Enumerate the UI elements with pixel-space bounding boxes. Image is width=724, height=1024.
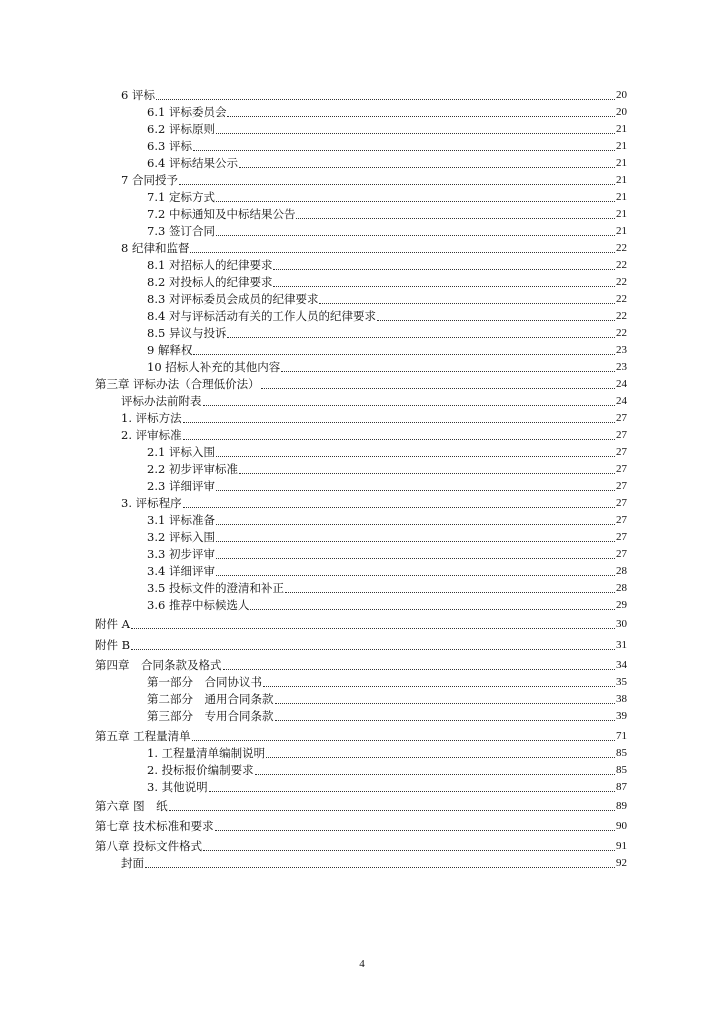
- toc-entry-page: 23: [616, 361, 627, 373]
- toc-leader-dots: [183, 421, 615, 423]
- toc-entry[interactable]: [147, 274, 627, 291]
- toc-leader-dots: [223, 668, 616, 670]
- toc-entry-title: 9 解释权: [147, 343, 193, 357]
- toc-entry-title: 7.1 定标方式: [147, 190, 215, 204]
- toc-entry-title: 8.1 对招标人的纪律要求: [147, 258, 273, 272]
- toc-leader-dots: [183, 506, 615, 508]
- toc-leader-dots: [239, 472, 615, 474]
- toc-entry-page: 21: [616, 174, 627, 186]
- toc-leader-dots: [281, 370, 615, 372]
- toc-entry-title: 封面: [121, 856, 144, 870]
- toc-entry-title: 7.2 中标通知及中标结果公告: [147, 207, 296, 221]
- toc-entry-title: 6.2 评标原则: [147, 122, 215, 136]
- toc-chapter-entry[interactable]: [95, 376, 627, 393]
- toc-entry-page: 22: [616, 310, 627, 322]
- toc-entry[interactable]: [147, 138, 627, 155]
- toc-leader-dots: [275, 702, 616, 704]
- toc-entry-title: 3.1 评标准备: [147, 513, 215, 527]
- toc-leader-dots: [275, 719, 616, 721]
- toc-entry-title: 8.5 异议与投诉: [147, 326, 227, 340]
- toc-leader-dots: [296, 217, 615, 219]
- toc-entry[interactable]: [147, 359, 627, 376]
- toc-entry-page: 35: [616, 676, 627, 688]
- toc-entry-page: 39: [616, 710, 627, 722]
- toc-entry-title: 1. 评标方法: [121, 411, 182, 425]
- toc-entry-page: 24: [616, 378, 627, 390]
- toc-leader-dots: [179, 183, 615, 185]
- toc-entry[interactable]: [121, 240, 627, 257]
- toc-entry-page: 90: [616, 820, 627, 832]
- toc-leader-dots: [263, 685, 615, 687]
- toc-leader-dots: [192, 739, 615, 741]
- toc-leader-dots: [216, 234, 615, 236]
- toc-entry[interactable]: [147, 461, 627, 478]
- toc-entry-page: 91: [616, 840, 627, 852]
- toc-entry-page: 30: [616, 618, 627, 630]
- toc-entry-page: 27: [616, 412, 627, 424]
- toc-entry[interactable]: [147, 691, 627, 708]
- toc-entry-page: 22: [616, 293, 627, 305]
- toc-leader-dots: [215, 829, 615, 831]
- toc-leader-dots: [216, 557, 615, 559]
- toc-entry-title: 第六章 图 纸: [95, 799, 168, 813]
- toc-entry-page: 27: [616, 497, 627, 509]
- toc-entry-page: 21: [616, 191, 627, 203]
- toc-chapter-entry[interactable]: [95, 838, 627, 855]
- toc-entry-title: 8.4 对与评标活动有关的工作人员的纪律要求: [147, 309, 376, 323]
- toc-entry-page: 29: [616, 599, 627, 611]
- toc-chapter-entry[interactable]: [95, 616, 627, 633]
- toc-entry[interactable]: [121, 855, 627, 872]
- toc-leader-dots: [319, 302, 615, 304]
- toc-chapter-entry[interactable]: [95, 818, 627, 835]
- toc-entry-title: 评标办法前附表: [121, 394, 202, 408]
- toc-leader-dots: [250, 608, 615, 610]
- toc-entry-title: 2.1 评标入围: [147, 445, 215, 459]
- toc-entry[interactable]: [121, 87, 627, 104]
- toc-entry-title: 7 合同授予: [121, 173, 178, 187]
- toc-entry-page: 21: [616, 225, 627, 237]
- toc-entry[interactable]: [147, 779, 627, 796]
- toc-entry-title: 2. 评审标准: [121, 428, 182, 442]
- toc-entry-page: 21: [616, 123, 627, 135]
- toc-entry-title: 附件 B: [95, 638, 131, 652]
- toc-entry-page: 24: [616, 395, 627, 407]
- toc-entry-page: 20: [616, 89, 627, 101]
- toc-leader-dots: [145, 866, 615, 868]
- toc-entry[interactable]: [147, 546, 627, 563]
- toc-chapter-entry[interactable]: [95, 657, 627, 674]
- toc-entry-page: 22: [616, 259, 627, 271]
- toc-entry[interactable]: [147, 478, 627, 495]
- toc-entry-title: 6 评标: [121, 88, 155, 102]
- toc-entry-page: 27: [616, 446, 627, 458]
- toc-entry-page: 85: [616, 764, 627, 776]
- toc-entry[interactable]: [147, 155, 627, 172]
- toc-entry-title: 8.2 对投标人的纪律要求: [147, 275, 273, 289]
- toc-leader-dots: [193, 353, 615, 355]
- toc-entry-page: 31: [616, 639, 627, 651]
- page-number: 4: [359, 958, 365, 970]
- toc-leader-dots: [203, 849, 615, 851]
- toc-entry-title: 附件 A: [95, 617, 130, 631]
- toc-leader-dots: [227, 115, 615, 117]
- toc-leader-dots: [273, 268, 615, 270]
- toc-entry-title: 第八章 投标文件格式: [95, 839, 203, 853]
- toc-entry-title: 第一部分 合同协议书: [147, 675, 262, 689]
- toc-entry[interactable]: [147, 580, 627, 597]
- toc-leader-dots: [209, 790, 615, 792]
- toc-entry[interactable]: [147, 762, 627, 779]
- toc-entry[interactable]: [147, 444, 627, 461]
- toc-entry-page: 21: [616, 140, 627, 152]
- toc-entry-page: 28: [616, 582, 627, 594]
- toc-entry-title: 第三部分 专用合同条款: [147, 709, 274, 723]
- toc-entry-title: 2. 投标报价编制要求: [147, 763, 254, 777]
- toc-entry-title: 10 招标人补充的其他内容: [147, 360, 281, 374]
- toc-leader-dots: [255, 773, 615, 775]
- toc-entry-page: 22: [616, 242, 627, 254]
- toc-entry-title: 1. 工程量清单编制说明: [147, 746, 266, 760]
- toc-chapter-entry[interactable]: [95, 798, 627, 815]
- toc-leader-dots: [216, 523, 615, 525]
- toc-entry-title: 8.3 对评标委员会成员的纪律要求: [147, 292, 319, 306]
- toc-entry-page: 21: [616, 157, 627, 169]
- toc-entry[interactable]: [147, 563, 627, 580]
- toc-leader-dots: [285, 591, 615, 593]
- toc-entry[interactable]: [121, 495, 627, 512]
- toc-entry[interactable]: [147, 189, 627, 206]
- toc-entry-title: 3. 其他说明: [147, 780, 208, 794]
- toc-entry-title: 6.1 评标委员会: [147, 105, 227, 119]
- toc-entry-page: 22: [616, 327, 627, 339]
- toc-entry-page: 87: [616, 781, 627, 793]
- toc-entry-title: 3.6 推荐中标候选人: [147, 598, 250, 612]
- toc-entry[interactable]: [147, 708, 627, 725]
- toc-leader-dots: [266, 756, 615, 758]
- toc-entry[interactable]: [147, 206, 627, 223]
- toc-entry-page: 22: [616, 276, 627, 288]
- toc-leader-dots: [169, 809, 615, 811]
- toc-entry-page: 89: [616, 800, 627, 812]
- toc-entry-title: 3.4 详细评审: [147, 564, 215, 578]
- toc-entry-page: 34: [616, 659, 627, 671]
- toc-entry-page: 38: [616, 693, 627, 705]
- toc-entry-page: 23: [616, 344, 627, 356]
- toc-entry-page: 27: [616, 514, 627, 526]
- toc-entry[interactable]: [147, 104, 627, 121]
- toc-leader-dots: [131, 627, 615, 629]
- toc-leader-dots: [183, 438, 615, 440]
- toc-entry-page: 85: [616, 747, 627, 759]
- toc-entry[interactable]: [147, 745, 627, 762]
- toc-leader-dots: [261, 387, 615, 389]
- toc-entry[interactable]: [121, 427, 627, 444]
- toc-entry-title: 6.3 评标: [147, 139, 192, 153]
- toc-entry-title: 3.2 评标入围: [147, 530, 215, 544]
- toc-entry-page: 27: [616, 548, 627, 560]
- toc-entry-title: 第三章 评标办法（合理低价法）: [95, 377, 260, 391]
- toc-leader-dots: [273, 285, 615, 287]
- toc-entry-title: 2.2 初步评审标准: [147, 462, 238, 476]
- toc-entry-title: 8 纪律和监督: [121, 241, 190, 255]
- toc-entry[interactable]: [147, 223, 627, 240]
- toc-entry-page: 27: [616, 480, 627, 492]
- toc-leader-dots: [203, 404, 616, 406]
- toc-entry[interactable]: [147, 342, 627, 359]
- toc-entry[interactable]: [121, 393, 627, 410]
- toc-entry-title: 2.3 详细评审: [147, 479, 215, 493]
- toc-leader-dots: [239, 166, 615, 168]
- toc-leader-dots: [216, 489, 615, 491]
- toc-entry-title: 7.3 签订合同: [147, 224, 215, 238]
- toc-entry-page: 27: [616, 429, 627, 441]
- toc-chapter-entry[interactable]: [95, 637, 627, 654]
- toc-entry-page: 92: [616, 857, 627, 869]
- toc-entry-page: 20: [616, 106, 627, 118]
- toc-entry[interactable]: [147, 308, 627, 325]
- toc-leader-dots: [131, 648, 615, 650]
- toc-entry[interactable]: [147, 291, 627, 308]
- toc-entry[interactable]: [147, 597, 627, 614]
- toc-leader-dots: [193, 149, 615, 151]
- toc-entry-title: 6.4 评标结果公示: [147, 156, 238, 170]
- toc-entry-title: 第二部分 通用合同条款: [147, 692, 274, 706]
- toc-entry[interactable]: [121, 172, 627, 189]
- toc-entry-title: 第七章 技术标准和要求: [95, 819, 214, 833]
- toc-entry-title: 3.5 投标文件的澄清和补正: [147, 581, 284, 595]
- toc-entry-page: 27: [616, 463, 627, 475]
- toc-entry[interactable]: [147, 121, 627, 138]
- toc-entry[interactable]: [147, 325, 627, 342]
- toc-entry-page: 71: [616, 730, 627, 742]
- toc-entry[interactable]: [147, 257, 627, 274]
- toc-chapter-entry[interactable]: [95, 728, 627, 745]
- toc-leader-dots: [190, 251, 615, 253]
- toc-leader-dots: [377, 319, 615, 321]
- toc-entry-title: 3. 评标程序: [121, 496, 182, 510]
- toc-entry-page: 21: [616, 208, 627, 220]
- toc-leader-dots: [216, 574, 615, 576]
- toc-entry-title: 3.3 初步评审: [147, 547, 215, 561]
- toc-leader-dots: [227, 336, 615, 338]
- toc-leader-dots: [216, 540, 615, 542]
- toc-entry-title: 第五章 工程量清单: [95, 729, 191, 743]
- toc-leader-dots: [216, 200, 615, 202]
- toc-entry[interactable]: [147, 674, 627, 691]
- toc-entry-page: 28: [616, 565, 627, 577]
- toc-leader-dots: [156, 98, 615, 100]
- toc-entry[interactable]: [147, 529, 627, 546]
- toc-leader-dots: [216, 132, 615, 134]
- toc-entry-title: 第四章 合同条款及格式: [95, 658, 222, 672]
- toc-entry[interactable]: [147, 512, 627, 529]
- toc-entry[interactable]: [121, 410, 627, 427]
- toc-leader-dots: [216, 455, 615, 457]
- toc-entry-page: 27: [616, 531, 627, 543]
